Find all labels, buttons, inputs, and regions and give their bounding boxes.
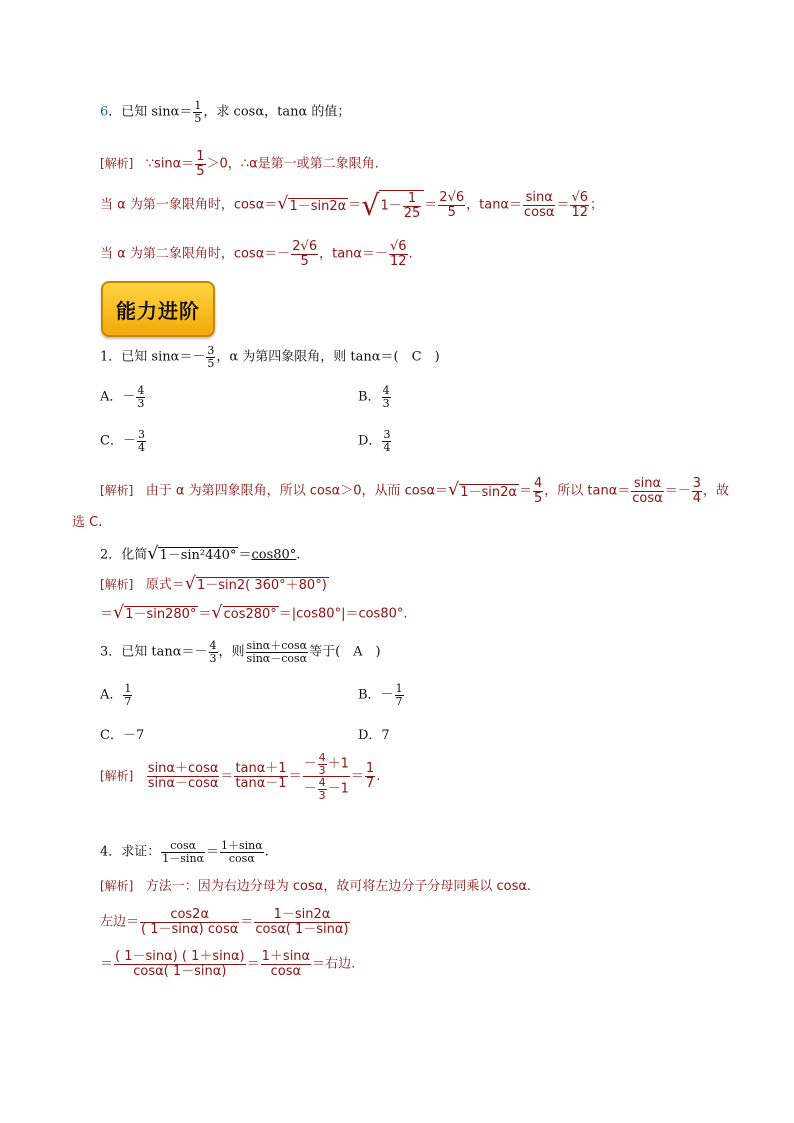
sqrt-expression: √1－sin2α — [277, 194, 347, 215]
solution-4-line3: ＝ $\frac{( 1-\sin\alpha) ( 1+\sin\alpha)}{\cos\alpha( 1-\sin\alpha)}$ ＝ $\frac{1+\sin\alpha}{\cos\alpha}$ ＝右边. — [100, 949, 356, 979]
option-a: A．－ $\frac{4}{3}$ — [100, 384, 145, 410]
solution-1-line1: [解析] 由于 α 为第四象限角，所以 cosα＞0，从而 cosα＝√1－sin2α ＝ $\frac{4}{5}$ ，所以 tanα＝ $\frac{\sin\alpha}{\cos\alpha}$ ＝－ $\frac{3}{4}$ ，故 — [100, 476, 730, 506]
option-c: C．－7 — [100, 728, 145, 743]
option-b: B．－ $\frac{1}{7}$ — [358, 682, 403, 708]
sqrt-expression: √1－ $\frac{1}{25}$ — [361, 190, 424, 220]
fraction: $\frac{1}{5}$ — [194, 99, 202, 125]
option-c: C．－ $\frac{3}{4}$ — [100, 428, 145, 454]
option-d: D．7 — [358, 728, 390, 743]
question-3: 3．已知 tanα＝－ $\frac{4}{3}$ ，则 $\frac{\sin\alpha+\cos\alpha}{\sin\alpha-\cos\alpha}$ 等于( A ) — [100, 639, 381, 665]
section-badge: 能力进阶 — [101, 281, 215, 337]
option-a: A． $\frac{1}{7}$ — [100, 682, 132, 708]
question-number: 6 — [100, 104, 109, 120]
option-d: D． $\frac{3}{4}$ — [358, 428, 391, 454]
question-6 — [100, 100, 350, 124]
solution-2-line1: [解析] 原式＝√1－sin2( 360°＋80°) — [100, 574, 327, 594]
solution-tag: [解析] — [100, 156, 134, 171]
fraction: $\frac{1}{5}$ — [196, 149, 205, 179]
solution-3: [解析] $\frac{\sin\alpha+\cos\alpha}{\sin\alpha-\cos\alpha}$ ＝ $\frac{\tan\alpha+1}{\tan\alpha-1}$ ＝ － $\frac{4}{3}$ ＋1 － $\frac{4}{3}$ －1 ＝ $\frac{1}{7}$ . — [100, 751, 381, 802]
answer: cos80° — [251, 547, 297, 563]
question-2: 2．化简√1－sin²440° ＝cos80°. — [100, 544, 301, 564]
option-b: B． $\frac{4}{3}$ — [358, 384, 390, 410]
question-4: 4．求证： $\frac{\cos\alpha}{1-\sin\alpha}$ ＝ $\frac{1+\sin\alpha}{\cos\alpha}$ . — [100, 839, 269, 865]
solution-4-line2: 左边＝ $\frac{\cos 2\alpha}{( 1-\sin\alpha) \cos\alpha}$ ＝ $\frac{1-\sin 2\alpha}{\cos\alpha( 1-\sin\alpha)}$ — [100, 907, 349, 937]
solution-6-line2: 当 α 为第一象限角时，cosα＝√1－sin2α ＝√1－ $\frac{1}{25}$ ＝ $\frac{2√6}{5}$ ，tanα＝ $\frac{\sin\alpha}{\cos\alpha}$ ＝ $\frac{√6}{12}$ ； — [100, 187, 604, 222]
solution-2-line2: ＝√1－sin280° ＝√cos280° ＝|cos80°|＝cos80°. — [100, 603, 408, 623]
question-text: ，求 cosα，tanα 的值； — [203, 104, 351, 120]
solution-6-line1: [解析] ∵sinα＝ $\frac{1}{5}$ ＞0，∴α是第一或第二象限角. — [100, 149, 379, 179]
compound-fraction: － $\frac{4}{3}$ ＋1 － $\frac{4}{3}$ －1 — [303, 751, 349, 802]
question-text: ．已知 sinα＝ — [108, 104, 193, 120]
solution-6-line3: 当 α 为第二象限角时，cosα＝－ $\frac{2√6}{5}$ ，tanα＝－ $\frac{√6}{12}$ . — [100, 239, 413, 269]
solution-1-line2: 选 C. — [72, 515, 103, 530]
question-1: 1．已知 sinα＝－ $\frac{3}{5}$ ，α 为第四象限角，则 tanα＝( C ) — [100, 344, 440, 370]
solution-4-line1: [解析] 方法一：因为右边分母为 cosα，故可将左边分子分母同乘以 cosα. — [100, 879, 532, 894]
